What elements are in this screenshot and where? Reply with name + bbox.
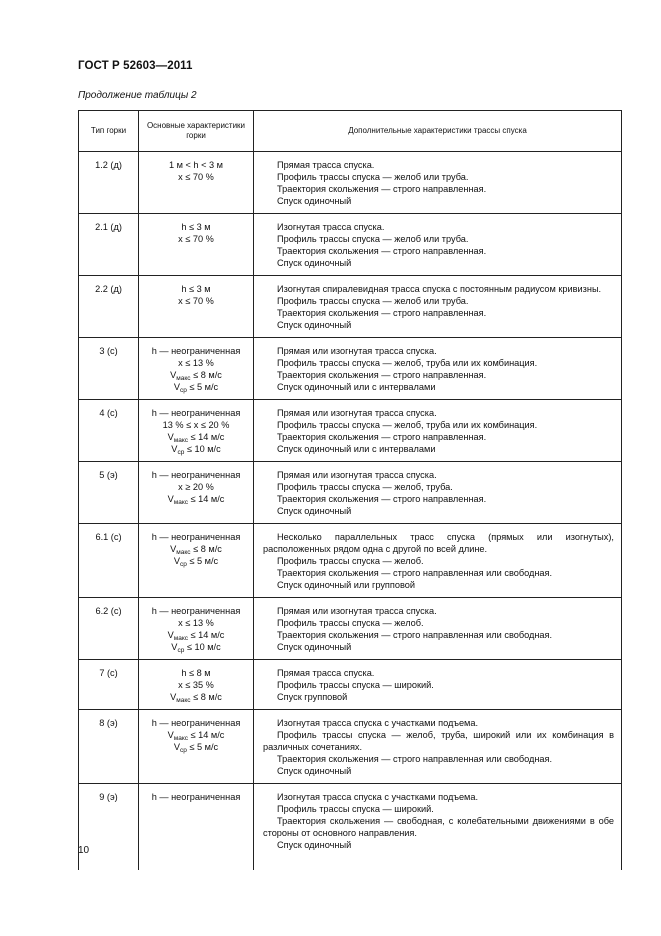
velocity-limit: ≤ 5 м/с (186, 742, 219, 752)
velocity-limit: ≤ 14 м/с (188, 494, 225, 504)
velocity-symbol: V (167, 730, 174, 740)
characteristic-line (141, 741, 251, 753)
velocity-subscript: ср (177, 449, 185, 456)
description-line: Несколько параллельных трасс спуска (прямых или изогнутых), расположенных рядом одна с другой по всей длине. (263, 532, 614, 554)
additional-characteristics-cell (254, 598, 622, 660)
table-row (79, 462, 622, 524)
description-line: Изогнутая трасса спуска с участками подъема. (277, 718, 479, 728)
description-line: Профиль трассы спуска — широкий. (277, 680, 434, 690)
table-row (79, 338, 622, 400)
description-line: Профиль трассы спуска — желоб или труба. (277, 172, 469, 182)
table-body (79, 152, 622, 870)
velocity-symbol: V (167, 494, 174, 504)
table-row (79, 784, 622, 870)
characteristic-line: x ≤ 35 % (178, 680, 214, 690)
velocity-symbol: V (167, 432, 174, 442)
velocity-limit: ≤ 14 м/с (188, 630, 225, 640)
velocity-limit: ≤ 5 м/с (186, 382, 219, 392)
slide-type-cell: 7 (с) (79, 660, 139, 710)
description-line: Профиль трассы спуска — широкий. (277, 804, 434, 814)
description-line: Траектория скольжения — строго направленная или свободная. (277, 568, 553, 578)
velocity-limit: ≤ 10 м/с (184, 444, 221, 454)
description-line: Траектория скольжения — строго направленная. (277, 246, 487, 256)
characteristic-line: h — неограниченная (151, 718, 241, 728)
additional-characteristics-cell (254, 710, 622, 784)
column-header-additional-characteristics: Дополнительные характеристики трассы спуска (254, 111, 622, 152)
characteristic-line (141, 629, 251, 641)
slide-type-cell: 2.2 (д) (79, 276, 139, 338)
description-line: Прямая или изогнутая трасса спуска. (277, 470, 437, 480)
main-characteristics-cell (139, 400, 254, 462)
characteristic-line: h — неограниченная (151, 346, 241, 356)
velocity-subscript: макс (176, 549, 191, 556)
description-line: Траектория скольжения — строго направленная или свободная. (277, 754, 553, 764)
description-line: Спуск одиночный или с интервалами (277, 444, 436, 454)
slide-type-cell: 4 (с) (79, 400, 139, 462)
column-header-main-characteristics: Основные характеристики горки (139, 111, 254, 152)
table-row (79, 660, 622, 710)
additional-characteristics-cell (254, 152, 622, 214)
velocity-subscript: ср (179, 561, 187, 568)
table-row (79, 524, 622, 598)
characteristic-line: x ≤ 13 % (178, 358, 214, 368)
description-line: Профиль трассы спуска — желоб, труба или их комбинация. (277, 358, 538, 368)
description-line: Спуск групповой (277, 692, 348, 702)
description-line: Траектория скольжения — строго направленная. (277, 494, 487, 504)
velocity-symbol: V (170, 544, 177, 554)
characteristic-line (141, 493, 251, 505)
slide-type-cell: 9 (э) (79, 784, 139, 870)
velocity-symbol: V (171, 444, 178, 454)
additional-characteristics-cell (254, 400, 622, 462)
main-characteristics-cell (139, 710, 254, 784)
velocity-subscript: ср (177, 647, 185, 654)
description-line: Изогнутая спиралевидная трасса спуска с постоянным радиусом кривизны. (277, 284, 602, 294)
characteristic-line (141, 543, 251, 555)
velocity-limit: ≤ 8 м/с (190, 544, 222, 554)
description-line: Спуск одиночный (277, 320, 352, 330)
characteristic-line: 1 м < h < 3 м (168, 160, 223, 170)
characteristic-line (141, 381, 251, 393)
description-line: Траектория скольжения — строго направленная. (277, 432, 487, 442)
characteristic-line: h ≤ 3 м (181, 222, 211, 232)
characteristic-line (141, 729, 251, 741)
characteristic-line: h — неограниченная (151, 532, 241, 542)
description-line: Спуск одиночный (277, 258, 352, 268)
slide-type-cell: 6.2 (с) (79, 598, 139, 660)
velocity-subscript: ср (179, 747, 187, 754)
characteristic-line: x ≤ 13 % (178, 618, 214, 628)
table-row (79, 400, 622, 462)
additional-characteristics-cell (254, 524, 622, 598)
description-line: Траектория скольжения — строго направленная. (277, 184, 487, 194)
page-number: 10 (78, 845, 90, 856)
characteristic-line (141, 691, 251, 703)
description-line: Профиль трассы спуска — желоб или труба. (277, 234, 469, 244)
characteristic-line: h — неограниченная (151, 470, 241, 480)
main-characteristics-cell (139, 462, 254, 524)
slide-type-cell: 1.2 (д) (79, 152, 139, 214)
main-characteristics-cell (139, 276, 254, 338)
characteristic-line (141, 443, 251, 455)
main-characteristics-cell (139, 152, 254, 214)
velocity-symbol: V (170, 370, 177, 380)
slide-type-cell: 3 (с) (79, 338, 139, 400)
description-line: Профиль трассы спуска — желоб или труба. (277, 296, 469, 306)
main-characteristics-cell (139, 338, 254, 400)
velocity-limit: ≤ 14 м/с (188, 730, 225, 740)
velocity-symbol: V (167, 630, 174, 640)
additional-characteristics-cell (254, 338, 622, 400)
characteristic-line (141, 555, 251, 567)
table-row (79, 276, 622, 338)
description-line: Спуск одиночный (277, 642, 352, 652)
main-characteristics-cell (139, 214, 254, 276)
description-line: Прямая трасса спуска. (277, 668, 375, 678)
description-line: Траектория скольжения — свободная, с колебательными движениями в обе стороны от основного направления. (263, 816, 614, 838)
description-line: Профиль трассы спуска — желоб, труба или их комбинация. (277, 420, 538, 430)
table-row (79, 710, 622, 784)
velocity-subscript: ср (179, 387, 187, 394)
additional-characteristics-cell (254, 276, 622, 338)
table-caption: Продолжение таблицы 2 (78, 90, 197, 101)
description-line: Спуск одиночный (277, 766, 352, 776)
velocity-subscript: макс (176, 697, 191, 704)
velocity-limit: ≤ 14 м/с (188, 432, 225, 442)
characteristic-line: h ≤ 8 м (181, 668, 211, 678)
description-line: Траектория скольжения — строго направленная. (277, 370, 487, 380)
description-line: Спуск одиночный (277, 506, 352, 516)
main-characteristics-cell (139, 784, 254, 870)
column-header-type: Тип горки (79, 111, 139, 152)
description-line: Профиль трассы спуска — желоб. (277, 618, 424, 628)
description-line: Спуск одиночный (277, 840, 352, 850)
velocity-limit: ≤ 5 м/с (186, 556, 219, 566)
main-characteristics-cell (139, 598, 254, 660)
slide-type-cell: 8 (э) (79, 710, 139, 784)
slide-type-cell: 6.1 (с) (79, 524, 139, 598)
description-line: Спуск одиночный или групповой (277, 580, 416, 590)
description-line: Прямая трасса спуска. (277, 160, 375, 170)
velocity-symbol: V (170, 692, 177, 702)
velocity-limit: ≤ 8 м/с (190, 370, 222, 380)
velocity-subscript: макс (173, 499, 188, 506)
velocity-limit: ≤ 8 м/с (190, 692, 222, 702)
velocity-subscript: макс (173, 735, 188, 742)
characteristic-line: h — неограниченная (151, 606, 241, 616)
velocity-subscript: макс (176, 375, 191, 382)
additional-characteristics-cell (254, 214, 622, 276)
velocity-subscript: макс (173, 437, 188, 444)
characteristic-line: 13 % ≤ x ≤ 20 % (162, 420, 230, 430)
characteristic-line: h — неограниченная (151, 408, 241, 418)
characteristic-line (141, 641, 251, 653)
additional-characteristics-cell (254, 660, 622, 710)
slide-type-cell: 5 (э) (79, 462, 139, 524)
description-line: Прямая или изогнутая трасса спуска. (277, 346, 437, 356)
characteristic-line (141, 431, 251, 443)
description-line: Изогнутая трасса спуска с участками подъема. (277, 792, 479, 802)
characteristic-line: x ≤ 70 % (178, 234, 214, 244)
description-line: Спуск одиночный или с интервалами (277, 382, 436, 392)
velocity-subscript: макс (173, 635, 188, 642)
description-line: Траектория скольжения — строго направленная или свободная. (277, 630, 553, 640)
description-line: Изогнутая трасса спуска. (277, 222, 385, 232)
characteristic-line: x ≤ 70 % (178, 296, 214, 306)
slide-type-cell: 2.1 (д) (79, 214, 139, 276)
characteristic-line: x ≤ 70 % (178, 172, 214, 182)
characteristic-line: x ≥ 20 % (178, 482, 214, 492)
velocity-symbol: V (173, 382, 180, 392)
velocity-symbol: V (173, 556, 180, 566)
main-characteristics-cell (139, 524, 254, 598)
velocity-symbol: V (173, 742, 180, 752)
characteristic-line (141, 369, 251, 381)
description-line: Профиль трассы спуска — желоб, труба, широкий или их комбинация в различных сочетаниях. (263, 730, 614, 752)
table-row (79, 214, 622, 276)
description-line: Прямая или изогнутая трасса спуска. (277, 408, 437, 418)
main-characteristics-cell (139, 660, 254, 710)
standard-header: ГОСТ Р 52603—2011 (78, 60, 193, 72)
description-line: Профиль трассы спуска — желоб, труба. (277, 482, 453, 492)
table-row (79, 598, 622, 660)
slides-characteristics-table (78, 110, 622, 870)
description-line: Профиль трассы спуска — желоб. (277, 556, 424, 566)
table-header-row (79, 111, 622, 152)
velocity-limit: ≤ 10 м/с (184, 642, 221, 652)
description-line: Спуск одиночный (277, 196, 352, 206)
additional-characteristics-cell (254, 462, 622, 524)
characteristic-line: h ≤ 3 м (181, 284, 211, 294)
description-line: Прямая или изогнутая трасса спуска. (277, 606, 437, 616)
description-line: Траектория скольжения — строго направленная. (277, 308, 487, 318)
table-row (79, 152, 622, 214)
additional-characteristics-cell (254, 784, 622, 870)
velocity-symbol: V (171, 642, 178, 652)
characteristic-line: h — неограниченная (151, 792, 241, 802)
